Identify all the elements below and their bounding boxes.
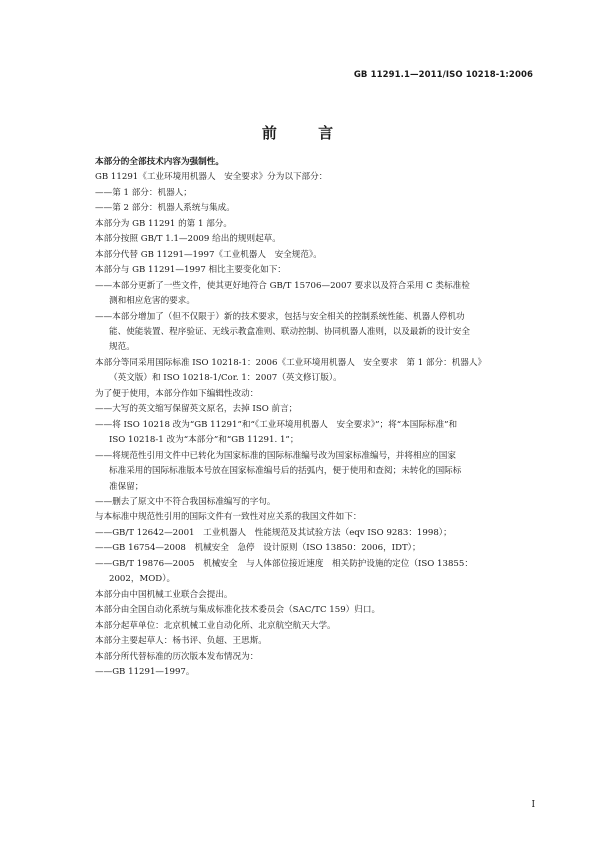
text-line: 本部分等同采用国际标准 ISO 10218-1：2006《工业环境用机器人 安全要求 第 1 部分：机器人》 <box>95 357 487 368</box>
text-line: 能、使能装置、程序验证、无线示教盒准则、联动控制、协同机器人准则，以及最新的设计安全 <box>109 326 470 337</box>
page-number: I <box>531 800 535 810</box>
text-line: 本部分按照 GB/T 1.1—2009 给出的规则起草。 <box>95 234 281 245</box>
text-line: ——大写的英文缩写保留英文原名，去掉 ISO 前言； <box>95 404 298 415</box>
text-line: ISO 10218-1 改为“本部分”和“GB 11291. 1”； <box>109 435 299 446</box>
text-line: 与本标准中规范性引用的国际文件有一致性对应关系的我国文件如下： <box>95 512 362 523</box>
text-line: ——GB/T 19876—2005 机械安全 与人体部位接近速度 相关防护设施的定位（ISO 13855： <box>95 558 473 569</box>
text-line: ——GB/T 12642—2001 工业机器人 性能规范及其试验方法（eqv ISO 9283：1998）； <box>95 527 452 538</box>
text-line: ——将规范性引用文件中已转化为国家标准的国际标准编号改为国家标准编号，并将相应的国家 <box>95 450 456 461</box>
text-line: （英文版）和 ISO 10218-1/Cor. 1：2007（英文修订版）。 <box>109 373 342 384</box>
text-line: ——将 ISO 10218 改为“GB 11291”和“《工业环境用机器人 安全要求》”；将“本国际标准”和 <box>95 419 458 430</box>
text-line: 本部分由中国机械工业联合会提出。 <box>95 589 233 600</box>
page-title: 前 言 <box>261 124 352 142</box>
text-line: 本部分为 GB 11291 的第 1 部分。 <box>95 218 232 229</box>
text-line: 准保留； <box>109 481 144 492</box>
text-line: ——GB 16754—2008 机械安全 急停 设计原则（ISO 13850：2006，IDT）； <box>95 543 421 554</box>
standard-code-header: GB 11291.1—2011/ISO 10218-1:2006 <box>353 70 533 80</box>
text-line: 本部分所代替标准的历次版本发布情况为： <box>95 651 259 662</box>
text-line: 2002，MOD）。 <box>109 574 176 585</box>
text-line: 本部分与 GB 11291—1997 相比主要变化如下： <box>95 265 286 276</box>
text-line: ——第 2 部分：机器人系统与集成。 <box>95 203 235 214</box>
text-line: GB 11291《工业环境用机器人 安全要求》分为以下部分： <box>95 172 328 183</box>
text-line: 本部分主要起草人：杨书评、负超、王思斯。 <box>95 636 267 647</box>
text-line: ——第 1 部分：机器人； <box>95 187 192 198</box>
text-line: ——删去了原文中不符合我国标准编写的字句。 <box>95 496 276 507</box>
text-line: ——GB 11291—1997。 <box>95 666 195 677</box>
text-line: 标准采用的国际标准版本号放在国家标准编号后的括弧内，便于使用和查阅；未转化的国际标 <box>109 466 462 477</box>
foreword-body <box>95 155 540 680</box>
text-line: 测和相应危害的要求。 <box>109 296 195 307</box>
text-line: 本部分代替 GB 11291—1997《工业机器人 安全规范》。 <box>95 249 322 260</box>
text-line: ——本部分增加了（但不仅限于）新的技术要求，包括与安全相关的控制系统性能、机器人停机功 <box>95 311 465 322</box>
text-line: 本部分由全国自动化系统与集成标准化技术委员会（SAC/TC 159）归口。 <box>95 605 381 616</box>
text-line: 为了便于使用，本部分作如下编辑性改动： <box>95 388 259 399</box>
text-line: 规范。 <box>109 342 135 353</box>
text-line: 本部分的全部技术内容为强制性。 <box>95 157 224 167</box>
text-line: ——本部分更新了一些文件，使其更好地符合 GB/T 15706—2007 要求以及符合采用 C 类标准检 <box>95 280 470 291</box>
text-line: 本部分起草单位：北京机械工业自动化所、北京航空航天大学。 <box>95 620 336 631</box>
